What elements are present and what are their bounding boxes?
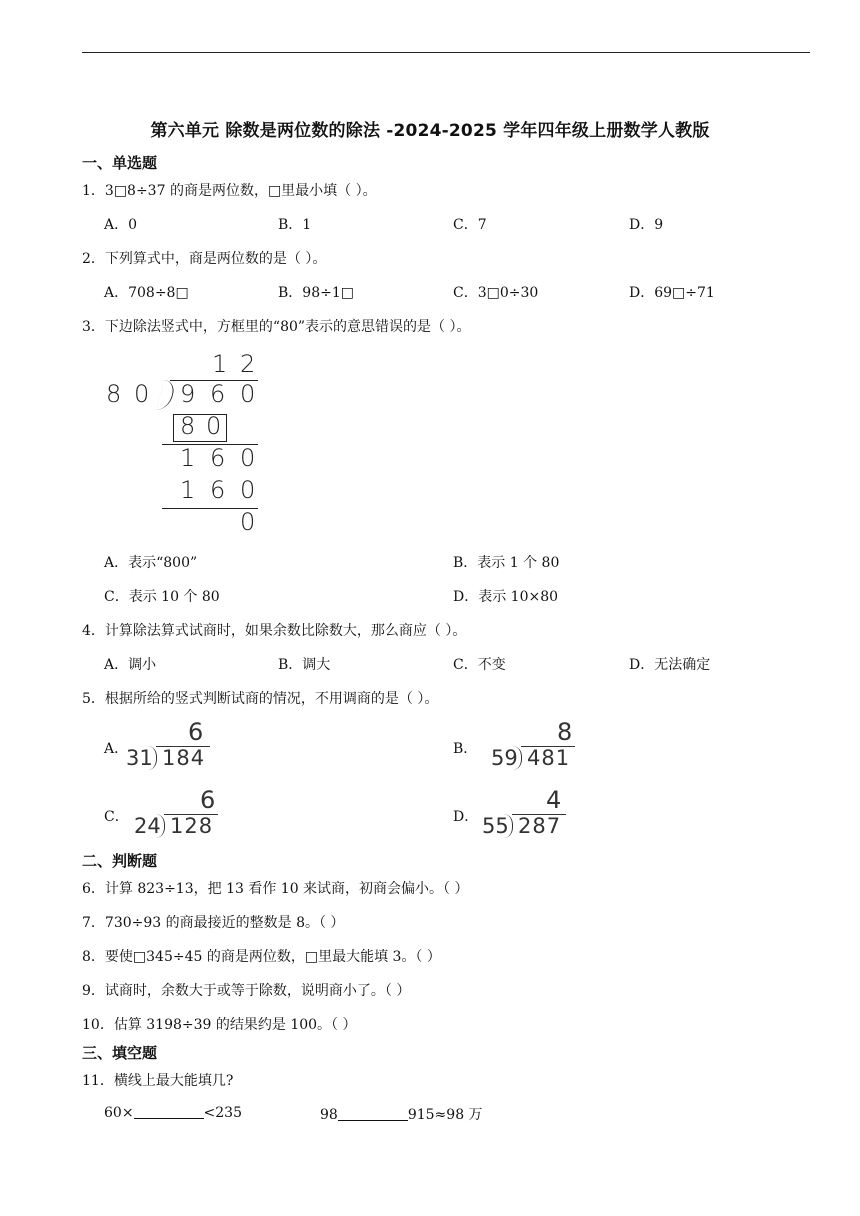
question-11-stem: 11．横线上最大能填几? <box>82 1073 234 1089</box>
q2-option-d[interactable]: D．69□÷71 <box>629 285 715 301</box>
q3-option-c[interactable]: C．表示 10 个 80 <box>104 589 220 605</box>
quotient: 8 <box>557 718 573 746</box>
question-1-stem: 1．3□8÷37 的商是两位数，□里最小填（ ）。 <box>82 183 377 199</box>
section-heading-true-false: 二、判断题 <box>82 852 158 870</box>
dividend-digit: 6 <box>210 380 226 408</box>
q5-option-d-division <box>482 786 582 842</box>
dividend: 481 <box>527 746 571 770</box>
q2-option-b[interactable]: B．98÷1□ <box>278 285 354 301</box>
divisor: 59 <box>491 746 518 770</box>
division-bracket <box>156 814 165 838</box>
quotient: 6 <box>188 718 204 746</box>
division-bracket <box>156 380 176 410</box>
question-7-stem: 7．730÷93 的商最接近的整数是 8。（ ） <box>82 915 345 931</box>
long-division-figure <box>100 346 270 536</box>
q3-option-b[interactable]: B．表示 1 个 80 <box>453 555 560 571</box>
q3-option-d[interactable]: D．表示 10×80 <box>453 589 559 605</box>
q5-option-b-label[interactable]: B． <box>453 741 478 757</box>
quotient: 6 <box>200 786 216 814</box>
q5-option-d-label[interactable]: D． <box>453 809 479 825</box>
question-10-stem: 10．估算 3198÷39 的结果约是 100。（ ） <box>82 1017 357 1033</box>
q11-item-2-blank[interactable] <box>338 1106 408 1121</box>
quotient: 4 <box>546 786 562 814</box>
quotient-digit: 1 <box>212 350 228 378</box>
step1-digit: 8 <box>180 412 196 440</box>
step3-digit: 6 <box>210 476 226 504</box>
dividend-digit: 0 <box>240 380 256 408</box>
q11-item-1 <box>104 1104 242 1121</box>
q4-option-d[interactable]: D．无法确定 <box>629 657 711 673</box>
division-bracket <box>148 746 157 770</box>
step2-digit: 1 <box>180 444 196 472</box>
dividend: 287 <box>518 814 562 838</box>
q1-option-c[interactable]: C．7 <box>453 217 487 233</box>
quotient-digit: 2 <box>240 350 256 378</box>
dividend: 128 <box>170 814 214 838</box>
division-bracket <box>513 746 522 770</box>
divisor: 55 <box>482 814 509 838</box>
question-3-stem: 3．下边除法竖式中，方框里的“80”表示的意思错误的是（ ）。 <box>82 319 471 335</box>
remainder-digit: 0 <box>240 508 256 536</box>
step2-digit: 6 <box>210 444 226 472</box>
question-2-stem: 2．下列算式中，商是两位数的是（ ）。 <box>82 251 327 267</box>
dividend-digit: 9 <box>180 380 196 408</box>
q11-item-1-suffix: <235 <box>203 1105 242 1121</box>
page-title: 第六单元 除数是两位数的除法 -2024-2025 学年四年级上册数学人教版 <box>150 121 710 141</box>
q11-item-1-blank[interactable] <box>134 1104 204 1119</box>
divisor-digit: 0 <box>134 380 150 408</box>
divisor: 24 <box>134 814 161 838</box>
q1-option-a[interactable]: A．0 <box>104 217 138 233</box>
q11-item-2 <box>320 1104 483 1124</box>
q5-option-b-division <box>491 718 591 774</box>
step1-digit: 0 <box>206 412 222 440</box>
step3-digit: 1 <box>180 476 196 504</box>
division-bracket <box>504 814 513 838</box>
section-heading-single-choice: 一、单选题 <box>82 154 158 172</box>
q11-item-2-suffix: 915≈98 万 <box>407 1107 483 1123</box>
q3-option-a[interactable]: A．表示“800” <box>104 555 198 571</box>
section-heading-fill-blank: 三、填空题 <box>82 1044 158 1062</box>
divisor: 31 <box>126 746 153 770</box>
q2-option-a[interactable]: A．708÷8□ <box>104 285 189 301</box>
q5-option-a-label[interactable]: A． <box>104 741 129 757</box>
dividend: 184 <box>162 746 206 770</box>
question-8-stem: 8．要使□345÷45 的商是两位数，□里最大能填 3。（ ） <box>82 949 441 965</box>
step2-digit: 0 <box>240 444 256 472</box>
question-5-stem: 5．根据所给的竖式判断试商的情况，不用调商的是（ ）。 <box>82 691 439 707</box>
q4-option-b[interactable]: B．调大 <box>278 657 331 673</box>
q4-option-c[interactable]: C．不变 <box>453 657 506 673</box>
q11-item-1-prefix: 60× <box>104 1105 134 1121</box>
header-rule <box>82 52 810 53</box>
question-9-stem: 9．试商时，余数大于或等于除数，说明商小了。（ ） <box>82 983 411 999</box>
q5-option-c-label[interactable]: C． <box>104 809 129 825</box>
divisor-digit: 8 <box>106 380 122 408</box>
question-6-stem: 6．计算 823÷13，把 13 看作 10 来试商，初商会偏小。（ ） <box>82 881 469 897</box>
step3-digit: 0 <box>240 476 256 504</box>
q11-item-2-prefix: 98 <box>320 1107 338 1123</box>
q4-option-a[interactable]: A．调小 <box>104 657 157 673</box>
question-4-stem: 4．计算除法算式试商时，如果余数比除数大，那么商应（ ）。 <box>82 623 467 639</box>
q1-option-b[interactable]: B．1 <box>278 217 312 233</box>
q2-option-c[interactable]: C．3□0÷30 <box>453 285 539 301</box>
q1-option-d[interactable]: D．9 <box>629 217 664 233</box>
q5-option-a-division <box>126 718 226 774</box>
q5-option-c-division <box>134 786 234 842</box>
